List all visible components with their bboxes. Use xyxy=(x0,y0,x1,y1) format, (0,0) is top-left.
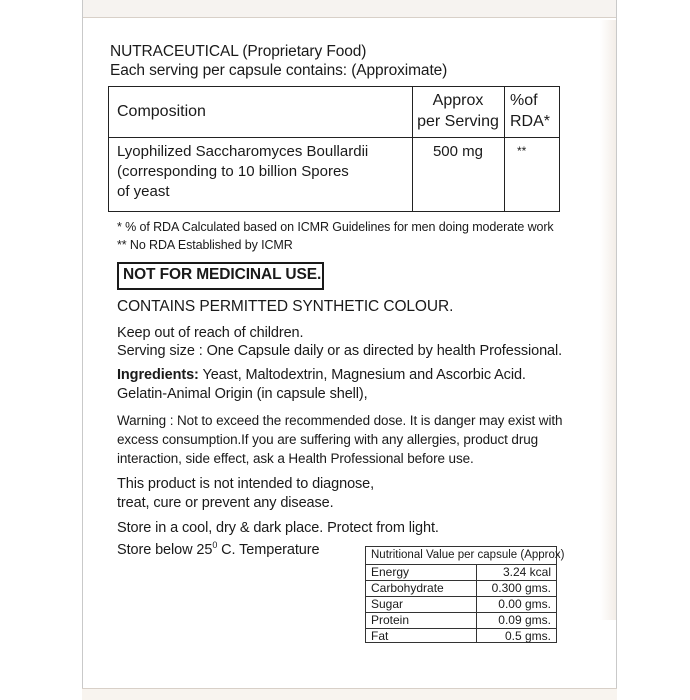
composition-name-line2: (corresponding to 10 billion Spores xyxy=(117,163,349,180)
ingredients-line xyxy=(117,367,526,383)
colour-statement: CONTAINS PERMITTED SYNTHETIC COLOUR. xyxy=(117,298,454,315)
serving-intro: Each serving per capsule contains: (Approximate) xyxy=(110,62,448,79)
category-line: NUTRACEUTICAL (Proprietary Food) xyxy=(110,43,367,60)
composition-rda: ** xyxy=(517,144,527,158)
nutrient-value: 3.24 kcal xyxy=(502,565,551,579)
storage-line1: Store in a cool, dry & dark place. Protect from light. xyxy=(117,520,439,536)
nutrition-row xyxy=(366,580,556,596)
nutrition-row xyxy=(366,564,556,580)
not-medicinal-text: NOT FOR MEDICINAL USE. xyxy=(123,266,322,283)
composition-name-line3: of yeast xyxy=(117,183,170,200)
warning-line1: Warning : Not to exceed the recommended dose. It is danger may exist with xyxy=(117,413,563,428)
disclaimer-line2: treat, cure or prevent any disease. xyxy=(117,495,334,511)
table-header-divider xyxy=(109,137,559,138)
storage-temp-pre: Store below 25 xyxy=(117,541,213,558)
warning-line3: interaction, side effect, ask a Health Professional before use. xyxy=(117,451,474,466)
nutrient-name: Carbohydrate xyxy=(371,581,444,595)
footnote-rda: * % of RDA Calculated based on ICMR Guidelines for men doing moderate work xyxy=(117,220,554,234)
table-column-divider xyxy=(504,87,505,211)
header-serving-line1: Approx xyxy=(432,92,484,109)
nutrient-value: 0.00 gms. xyxy=(498,597,551,611)
serving-size: Serving size : One Capsule daily or as directed by health Professional. xyxy=(117,343,563,359)
nutrient-name: Protein xyxy=(371,613,410,627)
children-warning: Keep out of reach of children. xyxy=(117,325,304,341)
nutrient-value: 0.5 gms. xyxy=(504,629,551,643)
nutrition-table xyxy=(365,546,565,643)
label-bottom-edge xyxy=(82,688,617,700)
nutrient-name: Energy xyxy=(371,565,410,579)
warning-line2: excess consumption.If you are suffering with any allergies, product drug xyxy=(117,432,539,447)
footnote-no-rda: ** No RDA Established by ICMR xyxy=(117,238,293,252)
composition-name-line1: Lyophilized Saccharomyces Boullardii xyxy=(117,143,369,160)
nutrition-row xyxy=(366,612,556,628)
nutrition-title: Nutritional Value per capsule (Approx) xyxy=(371,549,565,561)
storage-temp-post: C. Temperature xyxy=(217,541,320,558)
nutrition-row xyxy=(366,628,556,644)
disclaimer-line1: This product is not intended to diagnose, xyxy=(117,476,375,492)
header-rda-line2: RDA* xyxy=(510,113,551,130)
ingredients-label: Ingredients: xyxy=(117,367,199,383)
nutrient-name: Fat xyxy=(371,629,389,643)
nutrient-name: Sugar xyxy=(371,597,404,611)
ingredients-text: Yeast, Maltodextrin, Magnesium and Ascorbic Acid. xyxy=(198,367,526,383)
storage-line2 xyxy=(117,540,319,558)
composition-amount: 500 mg xyxy=(432,143,484,160)
nutrient-value: 0.300 gms. xyxy=(491,581,551,595)
nutrition-row xyxy=(366,596,556,612)
header-composition: Composition xyxy=(117,103,206,120)
storage-degree: 0 xyxy=(212,540,218,550)
header-serving-line2: per Serving xyxy=(417,113,499,130)
header-rda-line1: %of xyxy=(510,92,538,109)
composition-table xyxy=(108,86,560,212)
nutrient-value: 0.09 gms. xyxy=(498,613,551,627)
ingredients-line2: Gelatin-Animal Origin (in capsule shell), xyxy=(117,386,368,402)
